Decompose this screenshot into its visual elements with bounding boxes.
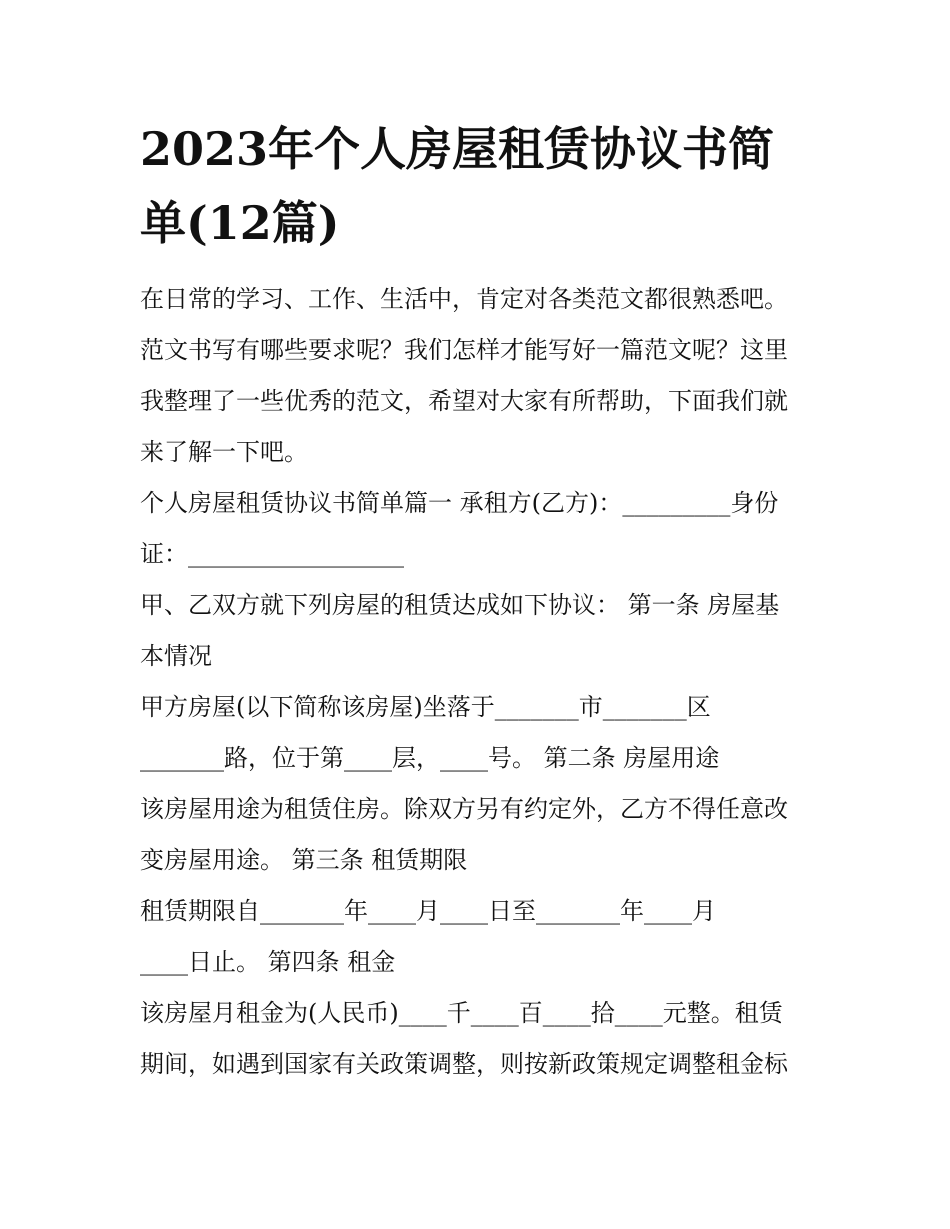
- body-line: 范文书写有哪些要求呢？我们怎样才能写好一篇范文呢？这里: [140, 336, 788, 364]
- document-title: [140, 112, 820, 260]
- body-line: 我整理了一些优秀的范文，希望对大家有所帮助，下面我们就: [140, 387, 788, 415]
- document-body: [140, 274, 812, 1090]
- body-line: 期间，如遇到国家有关政策调整，则按新政策规定调整租金标: [140, 1050, 788, 1078]
- body-line: 甲、乙双方就下列房屋的租赁达成如下协议： 第一条 房屋基: [140, 591, 780, 619]
- body-line: 在日常的学习、工作、生活中，肯定对各类范文都很熟悉吧。: [140, 285, 788, 313]
- body-line: 甲方房屋(以下简称该房屋)坐落于_______市_______区: [140, 693, 711, 721]
- body-line: 该房屋用途为租赁住房。除双方另有约定外，乙方不得任意改: [140, 795, 788, 823]
- body-line: 变房屋用途。 第三条 租赁期限: [140, 846, 468, 874]
- body-line: 租赁期限自_______年____月____日至_______年____月: [140, 897, 716, 925]
- body-line: 来了解一下吧。: [140, 438, 308, 466]
- body-line: 本情况: [140, 642, 212, 670]
- body-line: _______路，位于第____层，____号。 第二条 房屋用途: [140, 744, 720, 772]
- body-line: ____日止。 第四条 租金: [140, 948, 396, 976]
- body-line: 该房屋月租金为(人民币)____千____百____拾____元整。租赁: [140, 999, 783, 1027]
- title-line-2: 单(12篇): [140, 196, 340, 250]
- title-line-1: 2023年个人房屋租赁协议书简: [140, 122, 775, 176]
- body-line: 证：__________________: [140, 540, 404, 568]
- body-line: 个人房屋租赁协议书简单篇一 承租方(乙方)：_________身份: [140, 489, 779, 517]
